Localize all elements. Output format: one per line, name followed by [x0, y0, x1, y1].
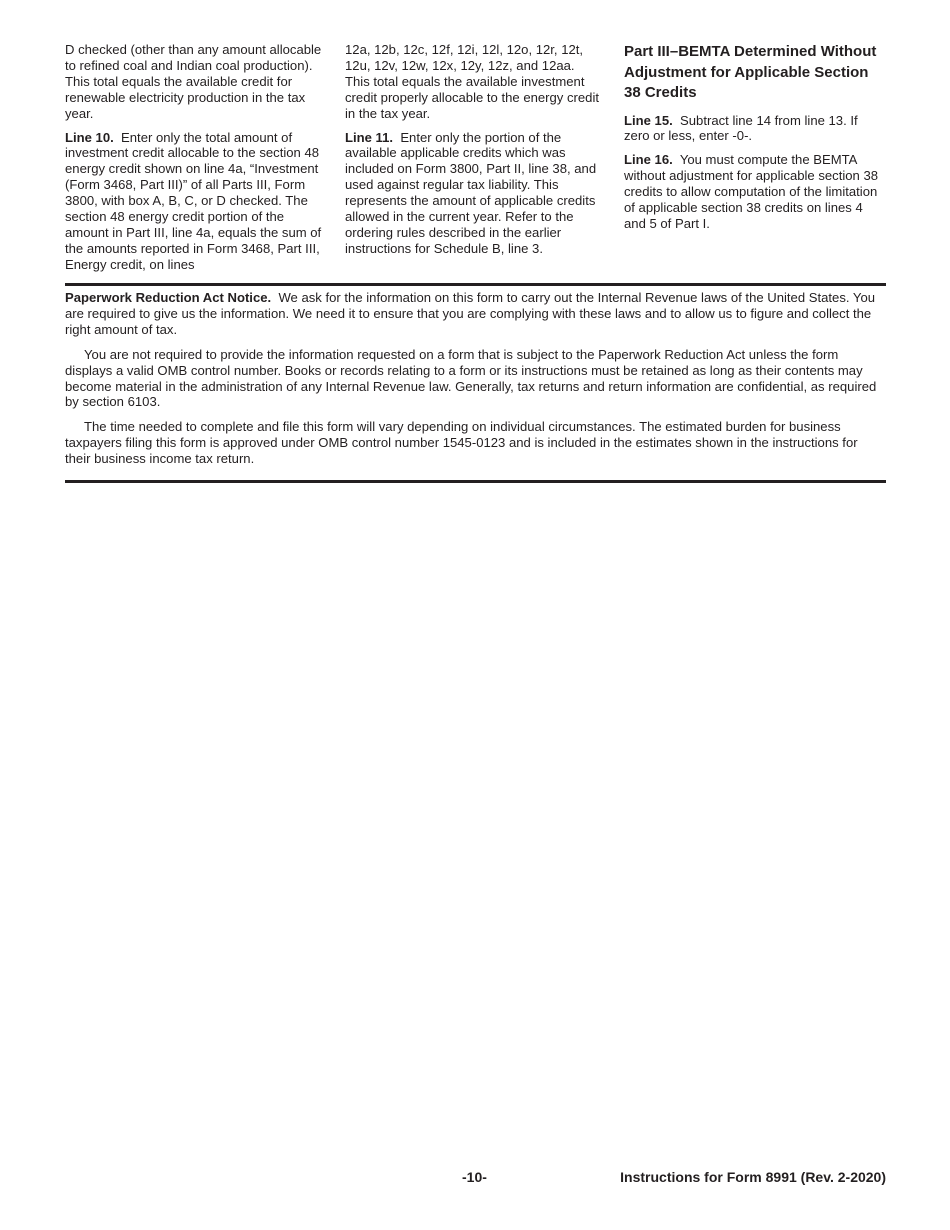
line10-text: Enter only the total amount of investment credit allocable to the section 48 energy credit shown on line 4a, “Investment (Form 3468, Part III)” of all Parts III, Form 3800, with box A, B, C, or D checked. The section 48 energy credit portion of the amount in Part III, line 4a, equals the sum of the amounts reported in Form 3468, Part III, Energy credit, on lines	[65, 129, 322, 272]
notice-paragraph-2: You are not required to provide the information requested on a form that is subject to the Paperwork Reduction Act unless the form displays a valid OMB control number. Books or records relating to a form or its instructions must be retained as long as their contents may become material in the administration of any Internal Revenue law. Generally, tax returns and return information are confidential, as required by section 6103.	[65, 346, 877, 410]
column-middle	[345, 42, 601, 265]
line11-paragraph	[345, 130, 601, 257]
document-title: Instructions for Form 8991 (Rev. 2-2020)	[620, 1169, 886, 1185]
notice-paragraph-1	[65, 290, 886, 338]
paperwork-notice	[65, 290, 886, 476]
notice-text-1: We ask for the information on this form to carry out the Internal Revenue laws of the United States. You are required to give us the information. We need it to ensure that you are complying with these laws and to allow us to figure and collect the right amount of tax.	[65, 290, 876, 337]
divider-bottom	[65, 480, 886, 483]
line10-paragraph	[65, 130, 331, 273]
col1-paragraph: D checked (other than any amount allocable to refined coal and Indian coal production). This total equals the available credit for renewable electricity production in the tax year.	[65, 42, 322, 121]
notice-label: Paperwork Reduction Act Notice.	[65, 290, 272, 305]
column-right	[624, 42, 886, 240]
line16-text: You must compute the BEMTA without adjustment for applicable section 38 credits to allow computation of the limitation of applicable section 38 credits on lines 4 and 5 of Part I.	[624, 152, 879, 231]
column-left	[65, 42, 331, 281]
line11-text: Enter only the portion of the available applicable credits which was included on Form 3800, Part II, line 38, and used against regular tax liability. This represents the amount of applicable credits allowed in the current year. Refer to the ordering rules described in the earlier instructions for Schedule B, line 3.	[345, 129, 597, 256]
line11-label: Line 11.	[345, 129, 394, 145]
line10-label: Line 10.	[65, 129, 114, 145]
part3-heading: Part III–BEMTA Determined Without Adjustment for Applicable Section 38 Credits	[624, 43, 877, 101]
line15-label: Line 15.	[624, 112, 673, 128]
divider-top	[65, 283, 886, 286]
line16-label: Line 16.	[624, 152, 673, 168]
notice-paragraph-3: The time needed to complete and file this form will vary depending on individual circumstances. The estimated burden for business taxpayers filing this form is approved under OMB control number 1545-0123 and is included in the estimates shown in the instructions for their business income tax return.	[65, 419, 858, 467]
col2-paragraph: 12a, 12b, 12c, 12f, 12i, 12l, 12o, 12r, 12t, 12u, 12v, 12w, 12x, 12y, 12z, and 12aa. This total equals the available investment credit properly allocable to the energy credit in the tax year.	[345, 42, 600, 121]
line16-paragraph	[624, 152, 886, 232]
page-number: -10-	[462, 1169, 487, 1185]
line15-paragraph	[624, 113, 886, 145]
line15-text: Subtract line 14 from line 13. If zero or less, enter -0-.	[624, 112, 858, 144]
